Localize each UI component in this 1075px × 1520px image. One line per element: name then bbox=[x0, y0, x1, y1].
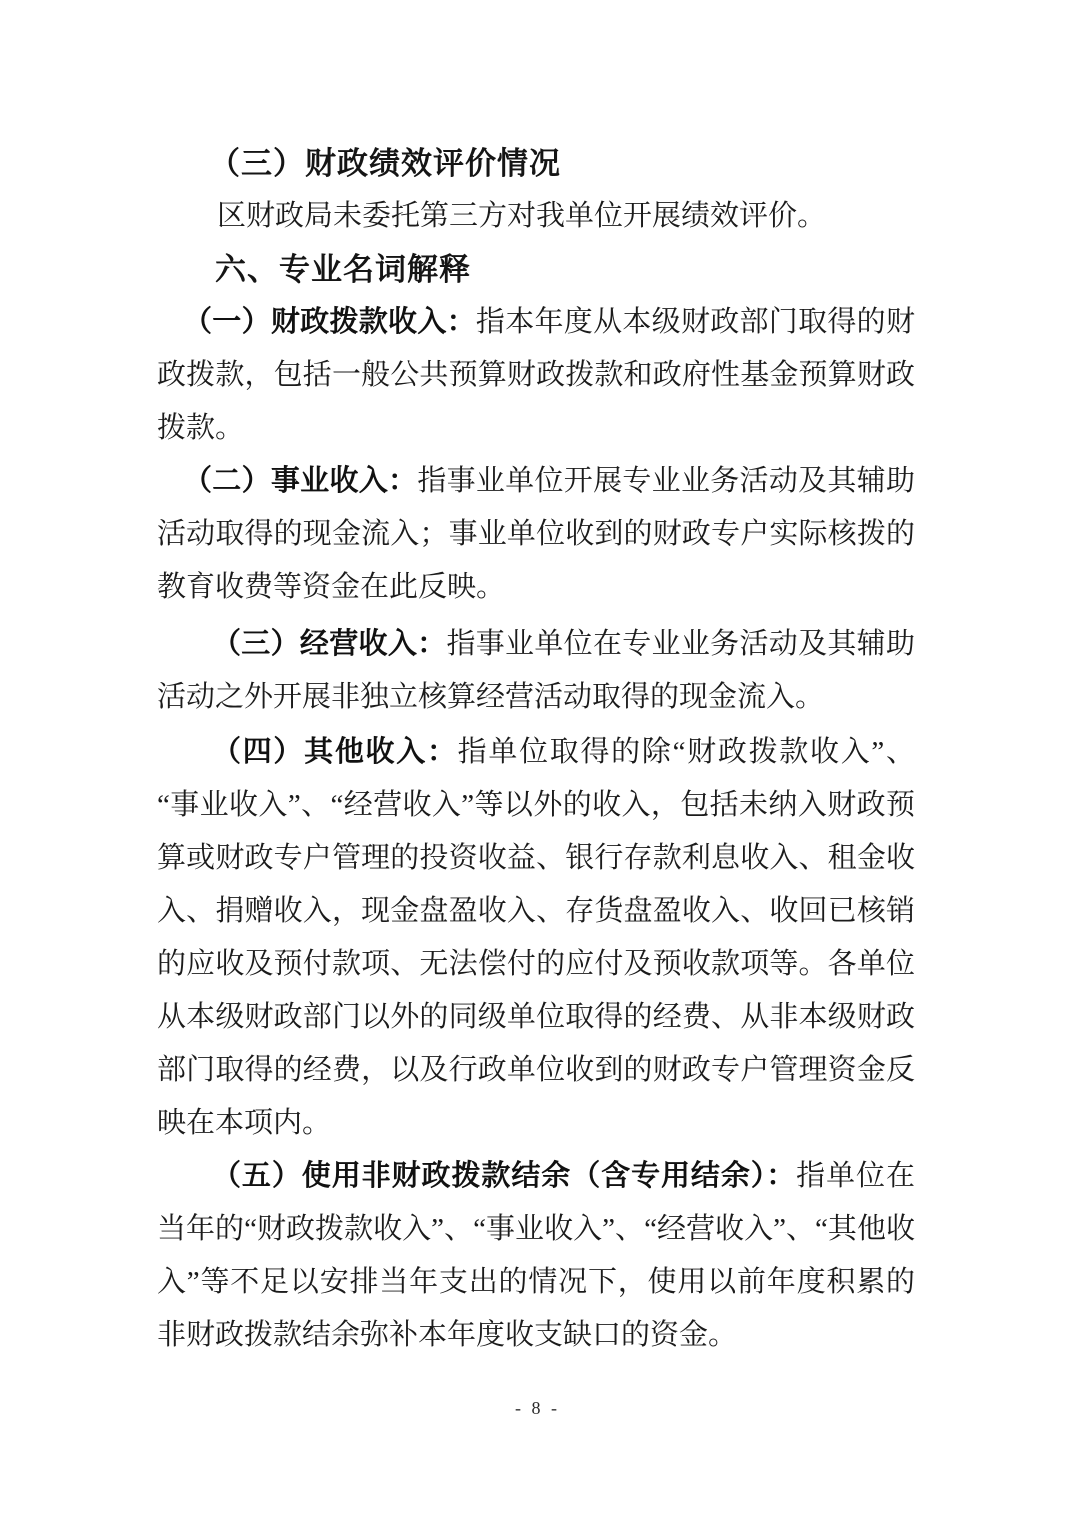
section-heading-performance-evaluation: （三）财政绩效评价情况 bbox=[209, 146, 561, 181]
term-text: 指本年度从本级财政部门取得的财政拨款，包括一般公共预算财政拨款和政府性基金预算财政拨款。 bbox=[157, 306, 915, 444]
term-lead: （三）经营收入： bbox=[212, 628, 447, 660]
term-text: 指单位取得的除“财政拨款收入”、“事业收入”、“经营收入”等以外的收入，包括未纳入财政预算或财政专户管理的投资收益、银行存款利息收入、租金收入、捐赠收入，现金盘盈收入、存货盘盈收入、收回已核销的应收及预付款项、无法偿付的应付及预收款项等。各单位从本级财政部门以外的同级单位取得的经费、从非本级财政部门取得的经费，以及行政单位收到的财政专户管理资金反映在本项内。 bbox=[157, 736, 915, 1139]
term-paragraph-fiscal-appropriation-income bbox=[157, 296, 915, 455]
term-lead: （二）事业收入： bbox=[183, 465, 418, 497]
section-heading-glossary: 六、专业名词解释 bbox=[215, 252, 471, 287]
term-lead: （一）财政拨款收入： bbox=[183, 306, 476, 338]
term-paragraph-non-fiscal-balance bbox=[157, 1150, 915, 1362]
term-text: 指单位在当年的“财政拨款收入”、“事业收入”、“经营收入”、“其他收入”等不足以安排当年支出的情况下，使用以前年度积累的非财政拨款结余弥补本年度收支缺口的资金。 bbox=[157, 1160, 915, 1351]
page-number: - 8 - bbox=[515, 1398, 560, 1418]
paragraph-performance-note: 区财政局未委托第三方对我单位开展绩效评价。 bbox=[217, 200, 827, 232]
term-text: 指事业单位在专业业务活动及其辅助活动之外开展非独立核算经营活动取得的现金流入。 bbox=[157, 628, 915, 713]
term-paragraph-other-income bbox=[157, 726, 915, 1150]
term-paragraph-operational-income bbox=[157, 455, 915, 614]
term-paragraph-business-income bbox=[157, 618, 915, 724]
term-lead: （五）使用非财政拨款结余（含专用结余）： bbox=[212, 1160, 797, 1192]
term-lead: （四）其他收入： bbox=[212, 736, 458, 768]
term-text: 指事业单位开展专业业务活动及其辅助活动取得的现金流入；事业单位收到的财政专户实际核拨的教育收费等资金在此反映。 bbox=[157, 465, 915, 603]
